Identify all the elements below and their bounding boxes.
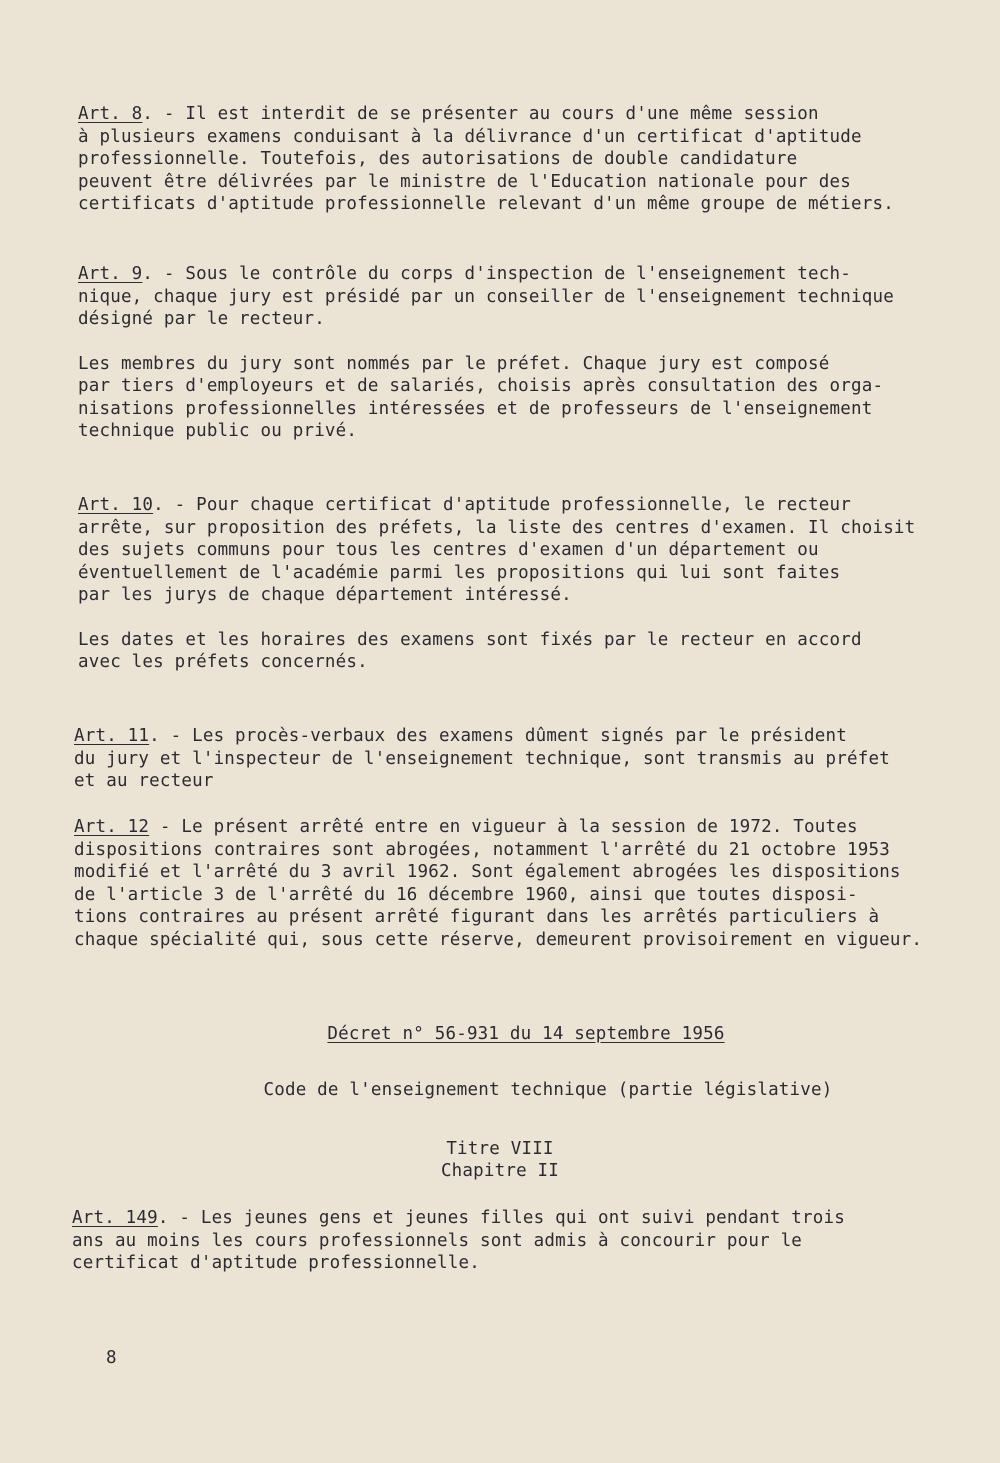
- chapitre-heading: Chapitre II: [440, 1161, 560, 1181]
- article-10: [78, 494, 978, 674]
- decree-subtitle: Code de l'enseignement technique (partie législative): [263, 1080, 833, 1100]
- article-11: [74, 725, 974, 793]
- article-8: [78, 103, 978, 216]
- article-9-paragraph-1: [78, 263, 978, 331]
- decree-title: [26, 1024, 1000, 1044]
- article-10-text: . - Pour chaque certificat d'aptitude professionnelle, le recteur arrête, sur proposition des préfets, la liste des centres d'examen. Il choisit des sujets communs pour tous les centres d'examen d'un département ou éventuellement de l'académie parmi les propositions qui lui sont faites par les jurys de chaque département intéressé.: [78, 495, 916, 605]
- article-8-label: Art. 8: [78, 104, 143, 124]
- article-11-paragraph-1: [74, 725, 974, 793]
- article-12-text: - Le présent arrêté entre en vigueur à la session de 1972. Toutes dispositions contraires sont abrogées, notamment l'arrêté du 21 octobre 1953 modifié et l'arrêté du 3 avril 1962. Sont également abrogées les dispositions de l'article 3 de l'arrêté du 16 décembre 1960, ainsi que toutes disposi- tions contraires au présent arrêté figurant dans les arrêtés particuliers à chaque spécialité qui, sous cette réserve, demeurent provisoirement en vigueur.: [74, 817, 923, 950]
- article-11-text: . - Les procès-verbaux des examens dûment signés par le président du jury et l'inspecteur de l'enseignement technique, sont transmis au préfet et au recteur: [74, 726, 890, 791]
- article-9: [78, 263, 978, 443]
- decree-title-text: Décret n° 56-931 du 14 septembre 1956: [327, 1024, 725, 1044]
- article-9-label: Art. 9: [78, 264, 143, 284]
- article-12-label: Art. 12: [74, 817, 150, 837]
- article-12: [74, 816, 974, 951]
- article-10-paragraph-2: Les dates et les horaires des examens sont fixés par le recteur en accord avec les préfets concernés.: [78, 629, 862, 672]
- article-9-paragraph-2: Les membres du jury sont nommés par le préfet. Chaque jury est composé par tiers d'employeurs et de salariés, choisis après consultation des orga- nisations professionnelles intéressées et de professeurs de l'enseignement technique public ou privé.: [78, 353, 884, 441]
- article-149-paragraph-1: [72, 1207, 972, 1275]
- article-8-paragraph-1: [78, 103, 978, 216]
- titre-heading: Titre VIII: [446, 1139, 554, 1159]
- page-number: 8: [106, 1348, 117, 1368]
- article-149-label: Art. 149: [72, 1208, 158, 1228]
- article-149: [72, 1207, 972, 1275]
- article-12-paragraph-1: [74, 816, 974, 951]
- article-149-text: . - Les jeunes gens et jeunes filles qui ont suivi pendant trois ans au moins les cours professionnels sont admis à concourir pour le certificat d'aptitude professionnelle.: [72, 1208, 845, 1273]
- article-9-text: . - Sous le contrôle du corps d'inspection de l'enseignement tech- nique, chaque jury est présidé par un conseiller de l'enseignement technique désigné par le recteur.: [78, 264, 894, 329]
- article-8-text: . - Il est interdit de se présenter au cours d'une même session à plusieurs examens conduisant à la délivrance d'un certificat d'aptitude professionnelle. Toutefois, des autorisations de double candidature peuvent être délivrées par le ministre de l'Education nationale pour des certificats d'aptitude professionnelle relevant d'un même groupe de métiers.: [78, 104, 894, 214]
- article-10-paragraph-1: [78, 494, 978, 607]
- article-11-label: Art. 11: [74, 726, 150, 746]
- article-10-label: Art. 10: [78, 495, 154, 515]
